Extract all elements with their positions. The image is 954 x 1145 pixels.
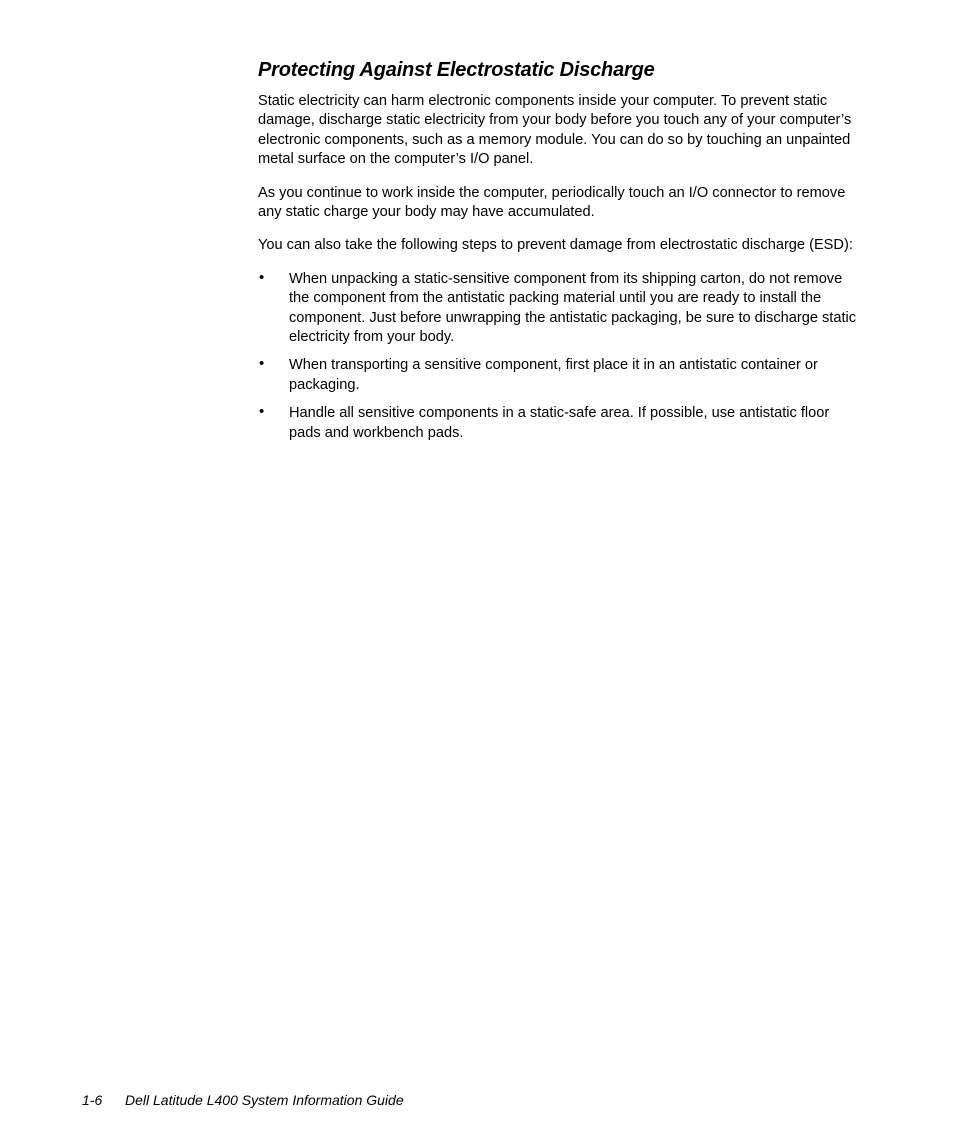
section-title: Protecting Against Electrostatic Discharge — [258, 59, 655, 81]
bullet-icon: • — [259, 403, 265, 421]
bullet-icon: • — [259, 268, 265, 286]
guide-title: Dell Latitude L400 System Information Guide — [125, 1092, 404, 1108]
page-content — [258, 58, 858, 452]
page-number: 1-6 — [82, 1092, 103, 1108]
paragraph-periodic-touch: As you continue to work inside the computer, periodically touch an I/O connector to remove any static charge your body may have accumulated. — [258, 184, 846, 221]
bullet-icon: • — [259, 355, 265, 373]
list-item — [258, 356, 858, 395]
page-footer — [82, 1091, 404, 1109]
list-item — [258, 270, 858, 348]
list-item-text: When unpacking a static-sensitive component from its shipping carton, do not remove the component from the antistatic packing material until you are ready to install the component. Just before unwrapping the antistatic packaging, be sure to discharge static electricity from your body. — [289, 270, 857, 346]
list-item-text: Handle all sensitive components in a static-safe area. If possible, use antistatic floor pads and workbench pads. — [289, 405, 830, 441]
paragraph-esd-steps-intro: You can also take the following steps to prevent damage from electrostatic discharge (ESD): — [258, 237, 853, 254]
list-item-text: When transporting a sensitive component, first place it in an antistatic container or packaging. — [289, 357, 818, 393]
list-item — [258, 404, 858, 443]
esd-steps-list — [258, 270, 858, 443]
paragraph-static-intro: Static electricity can harm electronic components inside your computer. To prevent static damage, discharge static electricity from your body before you touch any of your computer’s electronic components, such as a memory module. You can do so by touching an unpainted metal surface on the computer’s I/O panel. — [258, 93, 852, 168]
